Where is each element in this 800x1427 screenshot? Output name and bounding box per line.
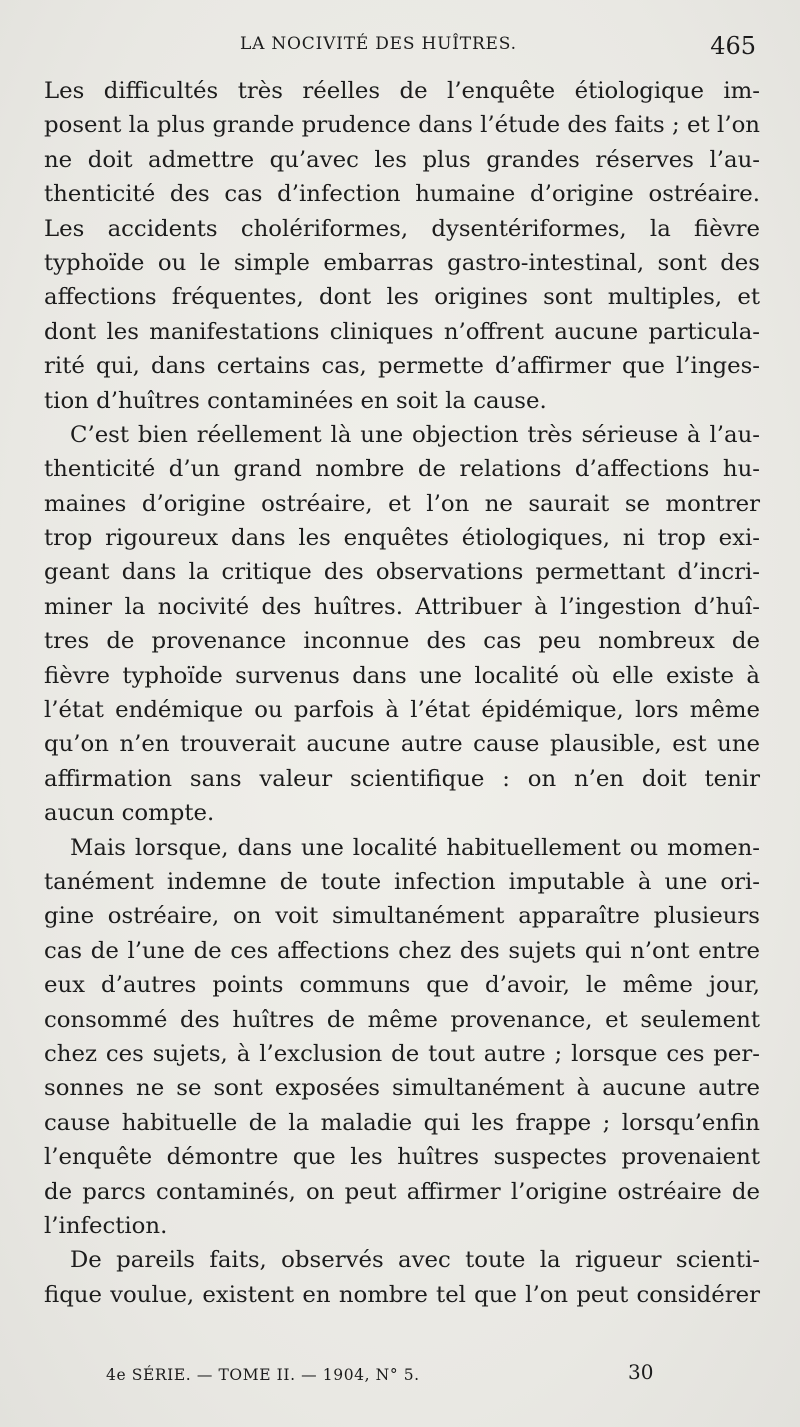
text-line: sonnes ne se sont exposées simultanément à aucune autre: [44, 1075, 760, 1102]
text-line: miner la nocivité des huîtres. Attribuer à l’ingestion d’huî-: [44, 593, 760, 620]
text-line: de parcs contaminés, on peut affirmer l’origine ostréaire de: [44, 1178, 760, 1205]
text-line: cas de l’une de ces affections chez des sujets qui n’ont entre: [44, 937, 760, 964]
text-line: C’est bien réellement là une objection très sérieuse à l’au-: [70, 421, 760, 448]
text-line: geant dans la critique des observations permettant d’incri-: [44, 559, 760, 586]
text-line: aucun compte.: [44, 800, 215, 827]
page-number: 465: [710, 32, 756, 60]
text-line: thenticité des cas d’infection humaine d’origine ostréaire.: [44, 181, 760, 208]
text-line: posent la plus grande prudence dans l’étude des faits ; et l’on: [44, 112, 760, 139]
text-line: fique voulue, existent en nombre tel que l’on peut considérer: [44, 1281, 760, 1308]
series-line: 4e SÉRIE. — TOME II. — 1904, N° 5.: [106, 1366, 420, 1384]
text-line: rité qui, dans certains cas, permette d’affirmer que l’inges-: [44, 353, 760, 380]
text-line: qu’on n’en trouverait aucune autre cause plausible, est une: [44, 731, 760, 758]
text-line: l’infection.: [44, 1212, 168, 1239]
text-line: trop rigoureux dans les enquêtes étiologiques, ni trop exi-: [44, 525, 760, 552]
text-line: tres de provenance inconnue des cas peu nombreux de: [44, 628, 760, 655]
text-line: consommé des huîtres de même provenance, et seulement: [44, 1006, 760, 1033]
text-line: eux d’autres points communs que d’avoir, le même jour,: [44, 972, 760, 999]
text-line: affirmation sans valeur scientifique : on n’en doit tenir: [44, 765, 760, 792]
text-line: affections fréquentes, dont les origines sont multiples, et: [44, 284, 760, 311]
running-head: [0, 34, 800, 64]
text-line: Les accidents cholériformes, dysentériformes, la fièvre: [44, 215, 760, 242]
text-line: De pareils faits, observés avec toute la rigueur scienti-: [70, 1247, 760, 1274]
text-line: tanément indemne de toute infection imputable à une ori-: [44, 868, 760, 895]
running-title: LA NOCIVITÉ DES HUÎTRES.: [240, 34, 517, 54]
text-line: Mais lorsque, dans une localité habituellement ou momen-: [70, 834, 760, 861]
text-line: thenticité d’un grand nombre de relations d’affections hu-: [44, 456, 760, 483]
text-line: cause habituelle de la maladie qui les frappe ; lorsqu’enfin: [44, 1109, 760, 1136]
text-line: l’enquête démontre que les huîtres suspectes provenaient: [44, 1144, 760, 1171]
text-line: gine ostréaire, on voit simultanément apparaître plusieurs: [44, 903, 760, 930]
text-line: ne doit admettre qu’avec les plus grandes réserves l’au-: [44, 146, 760, 173]
text-line: Les difficultés très réelles de l’enquête étiologique im-: [44, 78, 760, 104]
text-line: chez ces sujets, à l’exclusion de tout autre ; lorsque ces per-: [44, 1040, 760, 1067]
text-line: tion d’huîtres contaminées en soit la cause.: [44, 387, 547, 414]
text-line: dont les manifestations cliniques n’offrent aucune particula-: [44, 318, 760, 345]
body-text: [44, 74, 760, 1312]
signature-mark: 30: [628, 1360, 654, 1384]
text-line: maines d’origine ostréaire, et l’on ne saurait se montrer: [44, 490, 760, 517]
text-line: typhoïde ou le simple embarras gastro-intestinal, sont des: [44, 249, 760, 276]
page-footer: [0, 1360, 800, 1390]
text-line: l’état endémique ou parfois à l’état épidémique, lors même: [44, 697, 760, 724]
text-line: fièvre typhoïde survenus dans une localité où elle existe à: [44, 662, 760, 689]
